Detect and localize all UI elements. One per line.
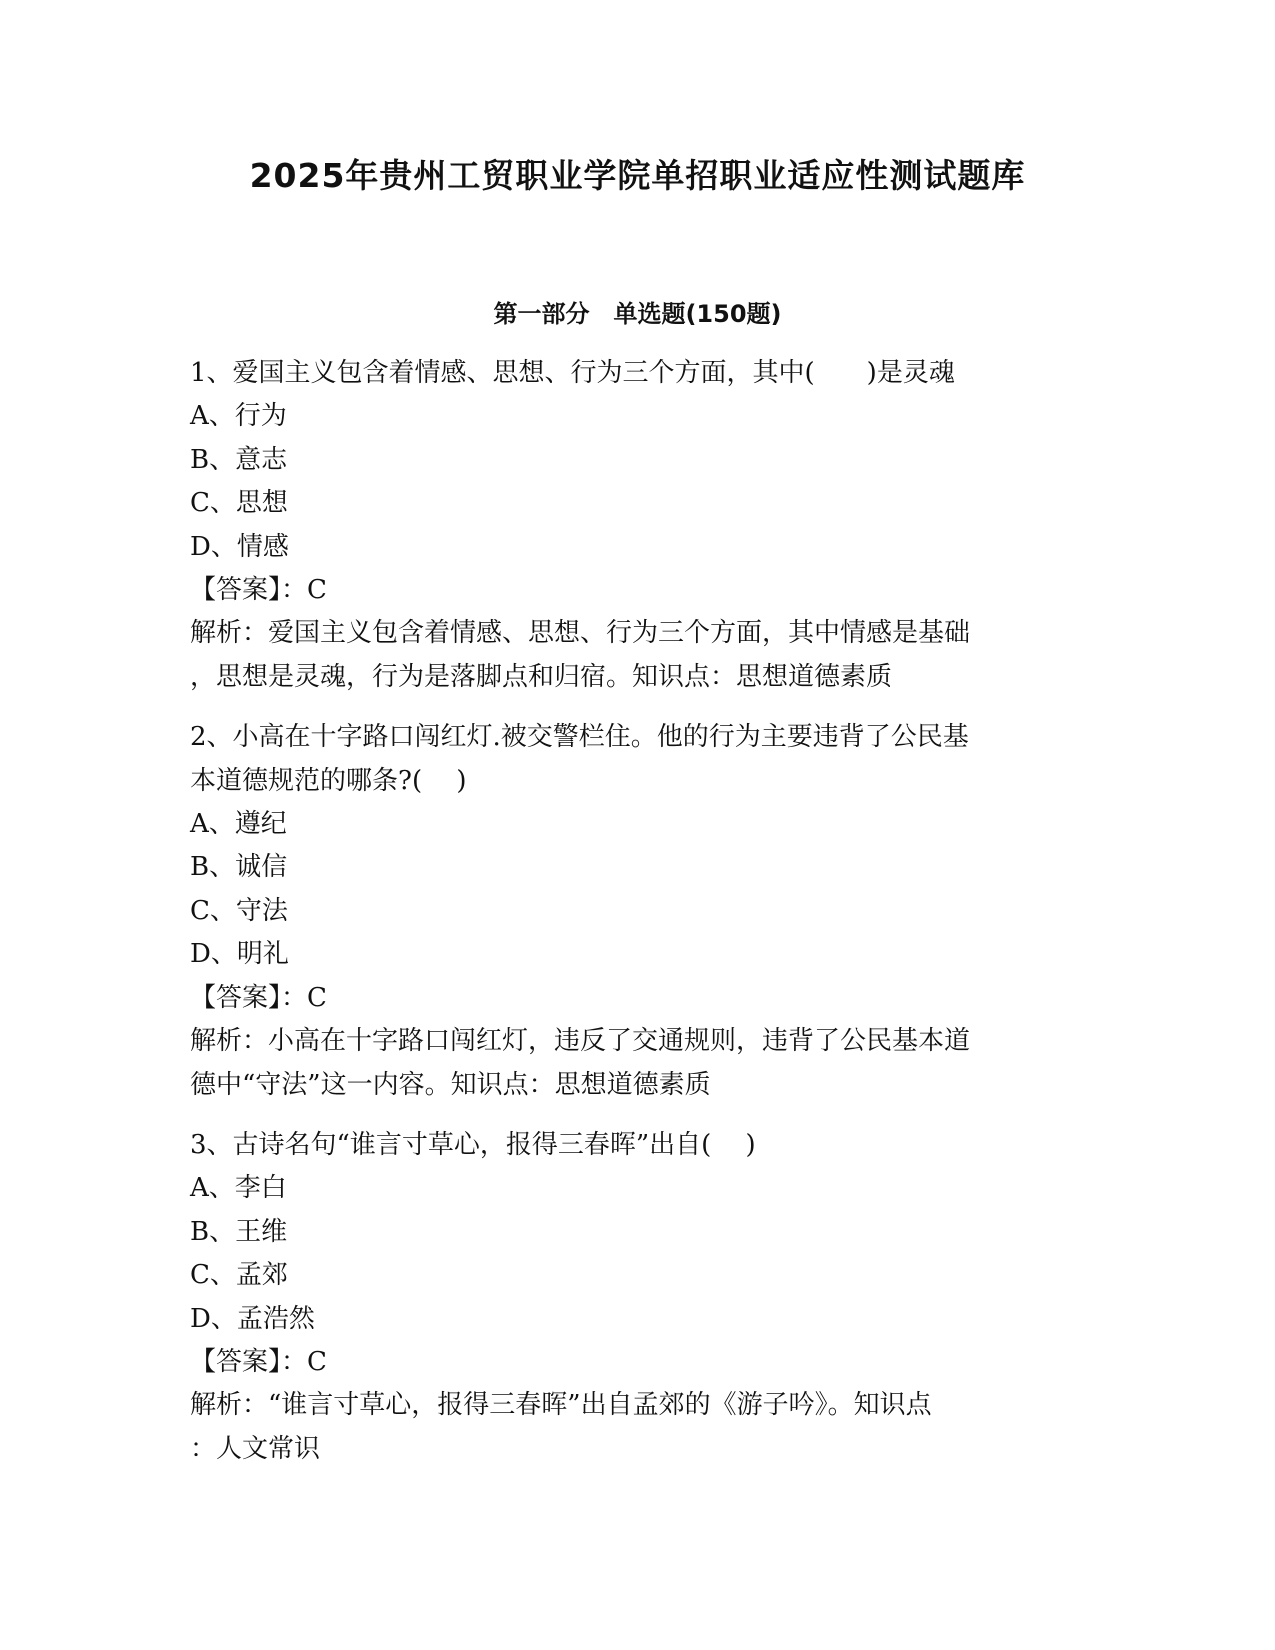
answer-value: C xyxy=(307,1346,327,1377)
question-list xyxy=(190,352,1070,1488)
answer-line xyxy=(190,569,1070,612)
answer-label: 【答案】： xyxy=(190,575,308,606)
option-a: A、李白 xyxy=(190,1173,287,1204)
question-3 xyxy=(190,1124,1070,1471)
analysis-line: 德中“守法”这一内容。知识点：思想道德素质 xyxy=(190,1069,711,1100)
analysis-line: 解析：爱国主义包含着情感、思想、行为三个方面，其中情感是基础 xyxy=(190,618,971,649)
analysis-line: 解析：小高在十字路口闯红灯，违反了交通规则，违背了公民基本道 xyxy=(190,1026,971,1057)
question-stem: 3、古诗名句“谁言寸草心，报得三春晖”出自( ) xyxy=(190,1129,756,1160)
question-stem: 本道德规范的哪条?( ) xyxy=(190,765,467,796)
analysis-line: ，思想是灵魂，行为是落脚点和归宿。知识点：思想道德素质 xyxy=(190,661,893,692)
question-stem: 2、小高在十字路口闯红灯.被交警栏住。他的行为主要违背了公民基 xyxy=(190,722,969,753)
section-title: 第一部分 单选题(150题) xyxy=(493,300,782,328)
answer-label: 【答案】： xyxy=(190,982,308,1013)
option-c: C、思想 xyxy=(190,488,288,519)
option-b: B、王维 xyxy=(190,1216,288,1247)
answer-line xyxy=(190,977,1070,1020)
question-1 xyxy=(190,352,1070,699)
document-title: 2025年贵州工贸职业学院单招职业适应性测试题库 xyxy=(249,156,1026,195)
option-d: D、明礼 xyxy=(190,939,289,970)
answer-label: 【答案】： xyxy=(190,1346,308,1377)
option-b: B、意志 xyxy=(190,444,288,475)
option-c: C、孟郊 xyxy=(190,1260,288,1291)
option-d: D、孟浩然 xyxy=(190,1303,315,1334)
analysis-line: 解析：“谁言寸草心，报得三春晖”出自孟郊的《游子吟》。知识点 xyxy=(190,1390,932,1421)
answer-line xyxy=(190,1341,1070,1384)
question-2 xyxy=(190,716,1070,1107)
answer-value: C xyxy=(307,575,327,606)
option-a: A、遵纪 xyxy=(190,809,287,840)
option-a: A、行为 xyxy=(190,401,287,432)
question-stem: 1、爱国主义包含着情感、思想、行为三个方面，其中( )是灵魂 xyxy=(190,358,955,388)
answer-value: C xyxy=(307,982,327,1013)
option-c: C、守法 xyxy=(190,895,288,926)
option-b: B、诚信 xyxy=(190,852,288,883)
analysis-line: ：人文常识 xyxy=(190,1433,321,1464)
option-d: D、情感 xyxy=(190,531,289,562)
